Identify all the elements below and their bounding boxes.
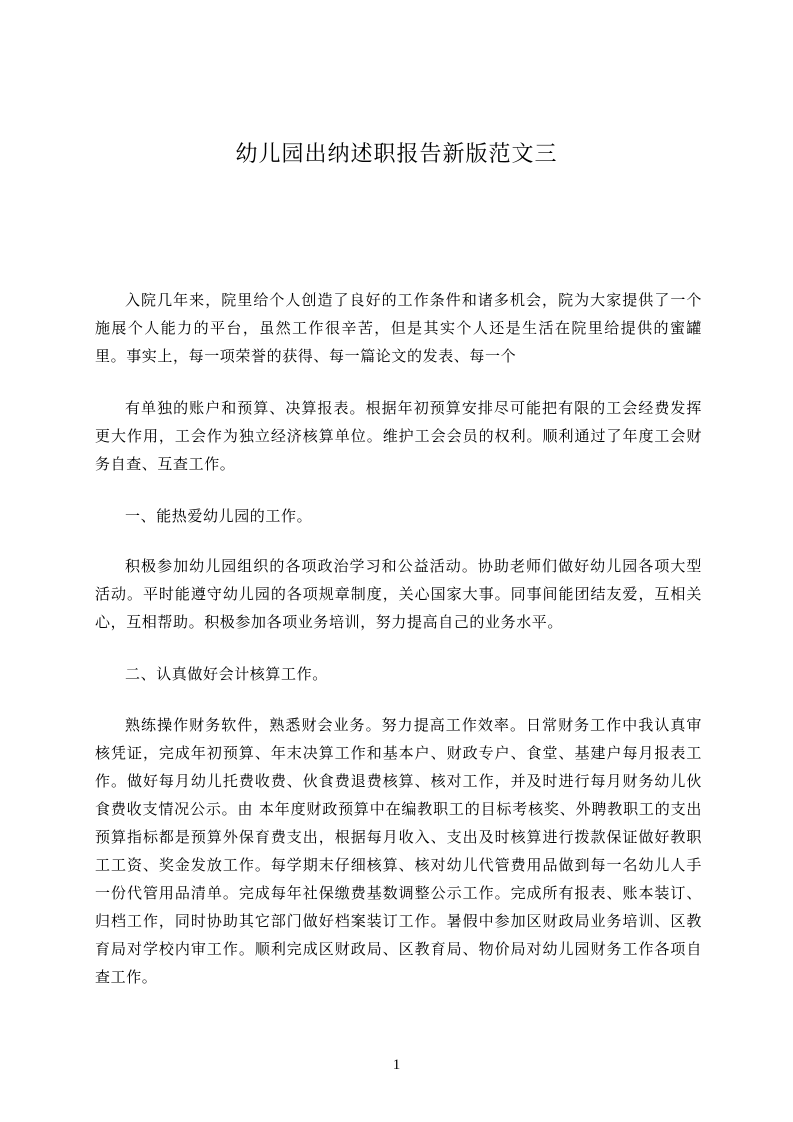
paragraph-activities: 积极参加幼儿园组织的各项政治学习和公益活动。协助老师们做好幼儿园各项大型活动。平时能遵守幼儿园的各项规章制度，关心国家大事。同事间能团结友爱，互相关心，互相帮助。积极参加各项业务培训，努力提高自己的业务水平。 [95,557,702,631]
section-heading-2: 二、认真做好会计核算工作。 [125,665,328,683]
paragraph-accounting: 熟练操作财务软件，熟悉财会业务。努力提高工作效率。日常财务工作中我认真审核凭证，完成年初预算、年末决算工作和基本户、财政专户、食堂、基建户每月报表工作。做好每月幼儿托费收费、伙食费退费核算、核对工作，并及时进行每月财务幼儿伙食费收支情况公示。由 本年度财政预算中在编教职工的目标考核奖、外聘教职工的支出预算指标都是预算外保育费支出，根据每月收入、支出及时核算进行拨款保证做好教职工工资、奖金发放工作。每学期末仔细核算、核对幼儿代管费用品做到每一名幼儿人手一份代管用品清单。完成每年社保缴费基数调整公示工作。完成所有报表、账本装订、归档工作，同时协助其它部门做好档案装订工作。暑假中参加区财政局业务培训、区教育局对学校内审工作。顺利完成区财政局、区教育局、物价局对幼儿园财务工作各项自查工作。 [95,716,702,986]
section-heading-1: 一、能热爱幼儿园的工作。 [125,507,313,525]
page-number: 1 [392,1057,401,1073]
paragraph-intro: 入院几年来，院里给个人创造了良好的工作条件和诸多机会，院为大家提供了一个施展个人能力的平台，虽然工作很辛苦，但是其实个人还是生活在院里给提供的蜜罐里。事实上，每一项荣誉的获得、每一篇论文的发表、每一个 [95,291,702,365]
paragraph-union-accounts: 有单独的账户和预算、决算报表。根据年初预算安排尽可能把有限的工会经费发挥更大作用，工会作为独立经济核算单位。维护工会会员的权利。顺利通过了年度工会财务自查、互查工作。 [95,399,702,473]
document-title: 幼儿园出纳述职报告新版范文三 [235,142,558,167]
